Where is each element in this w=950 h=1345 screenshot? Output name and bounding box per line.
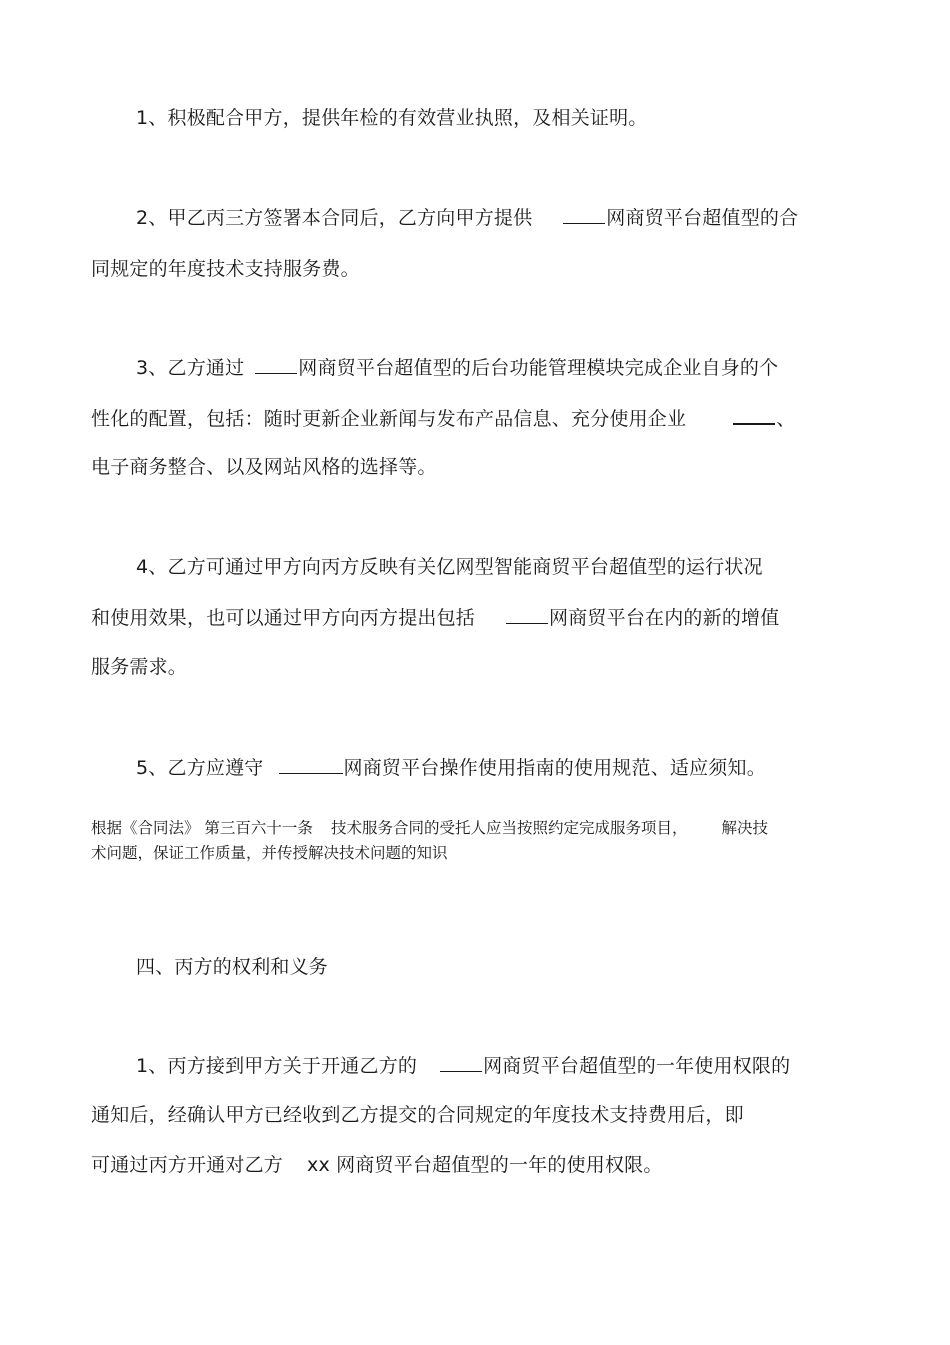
clause-4-line-1 [136,555,763,579]
clause-1 [136,106,648,130]
s4-clause-1-text-b: 网商贸平台超值型的一年使用权限的 [483,1055,791,1077]
clause-3-line-1 [136,355,778,380]
law-note-line-1 [91,818,768,838]
clause-4-text-d: 服务需求。 [91,656,188,678]
s4-clause-1-text-e: xx 网商贸平台超值型的一年的使用权限。 [307,1154,663,1176]
clause-4-text-a: 4、乙方可通过甲方向丙方反映有关亿网型智能商贸平台超值型的运行状况 [136,556,763,578]
fill-in-blank [440,1053,482,1072]
clause-3-line-2 [91,405,795,431]
clause-3-text-e: 电子商务整合、以及网站风格的选择等。 [91,456,437,478]
clause-2-line-2 [91,257,360,281]
section-heading-text: 四、丙方的权利和义务 [136,956,329,978]
s4-clause-1-text-c: 通知后，经确认甲方已经收到乙方提交的合同规定的年度技术支持费用后，即 [91,1104,744,1126]
clause-5-line-1 [136,755,766,780]
fill-in-blank [506,605,548,624]
law-note-text-a: 根据《合同法》 第三百六十一条 [91,819,313,837]
clause-3-text-c: 性化的配置，包括：随时更新企业新闻与发布产品信息、充分使用企业 [91,408,687,430]
fill-in-blank [255,355,297,374]
clause-3-text-d: 、 [776,408,796,430]
section4-clause-1-line-2 [91,1103,744,1127]
clause-4-line-2 [91,605,779,630]
clause-2-text-c: 同规定的年度技术支持服务费。 [91,258,360,280]
clause-2-text-a: 2、甲乙丙三方签署本合同后，乙方向甲方提供 [136,207,533,229]
clause-3-text-b: 网商贸平台超值型的后台功能管理模块完成企业自身的个 [298,357,779,379]
fill-in-blank [733,405,775,425]
s4-clause-1-text-a: 1、丙方接到甲方关于开通乙方的 [136,1055,418,1077]
clause-5-text-a: 5、乙方应遵守 [136,757,264,779]
clause-1-text: 1、积极配合甲方，提供年检的有效营业执照，及相关证明。 [136,107,648,129]
clause-3-line-3 [91,455,437,479]
clause-3-text-a: 3、乙方通过 [136,357,245,379]
section4-clause-1-line-1 [136,1053,790,1078]
section4-clause-1-line-3 [91,1153,663,1177]
clause-5-text-b: 网商贸平台操作使用指南的使用规范、适应须知。 [343,757,766,779]
law-note-text-c: 解决技 [721,819,768,837]
law-note-line-2 [91,843,448,863]
law-note-text-b: 技术服务合同的受托人应当按照约定完成服务项目， [330,819,688,837]
clause-2-line-1 [136,205,798,230]
clause-4-text-b: 和使用效果，也可以通过甲方向丙方提出包括 [91,607,476,629]
s4-clause-1-text-d: 可通过丙方开通对乙方 [91,1154,284,1176]
law-note-text-d: 术问题，保证工作质量，并传授解决技术问题的知识 [91,844,448,862]
clause-4-line-3 [91,655,187,679]
clause-2-text-b: 网商贸平台超值型的合 [606,207,799,229]
clause-4-text-c: 网商贸平台在内的新的增值 [549,607,780,629]
section-heading [136,955,328,979]
fill-in-blank [279,755,343,774]
fill-in-blank [563,205,605,224]
